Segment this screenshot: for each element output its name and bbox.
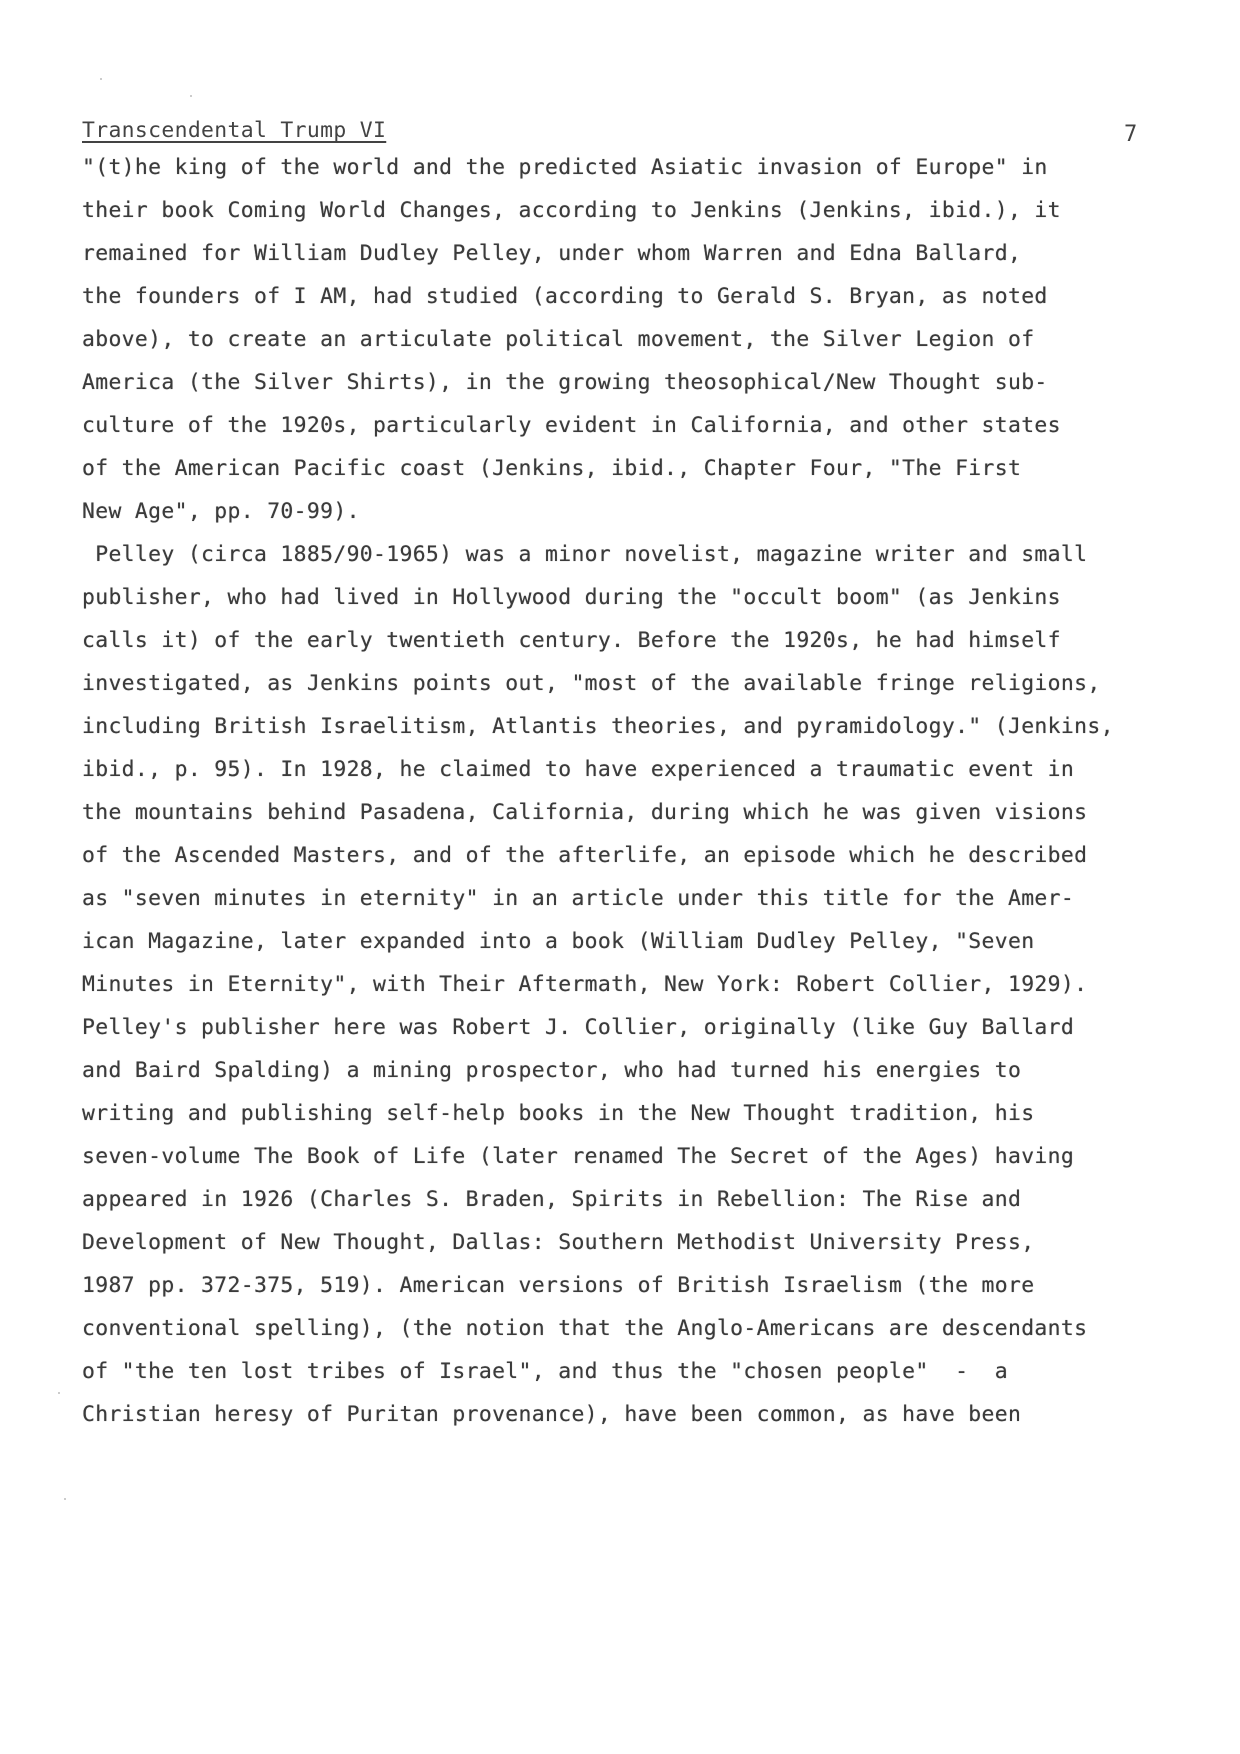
text-line: above), to create an articulate political movement, the Silver Legion of (82, 327, 1035, 352)
text-line: New Age", pp. 70-99). (82, 499, 360, 524)
text-line: investigated, as Jenkins points out, "most of the available fringe religions, (82, 671, 1101, 696)
text-line: the mountains behind Pasadena, California, during which he was given visions (82, 800, 1088, 825)
scan-speck (100, 78, 102, 80)
text-line: of the American Pacific coast (Jenkins, ibid., Chapter Four, "The First (82, 456, 1022, 481)
text-line: ican Magazine, later expanded into a book (William Dudley Pelley, "Seven (82, 929, 1035, 954)
text-line: including British Israelitism, Atlantis theories, and pyramidology." (Jenkins, (82, 714, 1114, 739)
text-line: culture of the 1920s, particularly evident in California, and other states (82, 413, 1061, 438)
text-line: Pelley (circa 1885/90-1965) was a minor novelist, magazine writer and small (82, 542, 1088, 567)
running-title: Transcendental Trump VI (82, 118, 387, 143)
page-number: 7 (1124, 122, 1138, 147)
text-line: America (the Silver Shirts), in the growing theosophical/New Thought sub- (82, 370, 1048, 395)
text-line: Minutes in Eternity", with Their Aftermath, New York: Robert Collier, 1929). (82, 972, 1088, 997)
scan-speck (190, 95, 192, 97)
text-line: Pelley's publisher here was Robert J. Collier, originally (like Guy Ballard (82, 1015, 1075, 1040)
text-line: and Baird Spalding) a mining prospector, who had turned his energies to (82, 1058, 1022, 1083)
text-line: 1987 pp. 372-375, 519). American versions of British Israelism (the more (82, 1273, 1035, 1298)
text-line: Christian heresy of Puritan provenance), have been common, as have been (82, 1402, 1022, 1427)
text-line: their book Coming World Changes, according to Jenkins (Jenkins, ibid.), it (82, 198, 1061, 223)
text-line: of "the ten lost tribes of Israel", and thus the "chosen people" - a (82, 1359, 1008, 1384)
text-line: of the Ascended Masters, and of the afterlife, an episode which he described (82, 843, 1088, 868)
text-line: writing and publishing self-help books in the New Thought tradition, his (82, 1101, 1035, 1126)
text-line: seven-volume The Book of Life (later renamed The Secret of the Ages) having (82, 1144, 1075, 1169)
text-line: ibid., p. 95). In 1928, he claimed to have experienced a traumatic event in (82, 757, 1075, 782)
scan-speck (58, 1392, 60, 1394)
text-line: publisher, who had lived in Hollywood during the "occult boom" (as Jenkins (82, 585, 1061, 610)
text-line: remained for William Dudley Pelley, under whom Warren and Edna Ballard, (82, 241, 1022, 266)
text-line: Development of New Thought, Dallas: Southern Methodist University Press, (82, 1230, 1035, 1255)
text-line: the founders of I AM, had studied (according to Gerald S. Bryan, as noted (82, 284, 1048, 309)
scan-speck (64, 1498, 66, 1500)
text-line: appeared in 1926 (Charles S. Braden, Spirits in Rebellion: The Rise and (82, 1187, 1022, 1212)
text-line: calls it) of the early twentieth century. Before the 1920s, he had himself (82, 628, 1061, 653)
text-line: "(t)he king of the world and the predicted Asiatic invasion of Europe" in (82, 155, 1048, 180)
text-line: conventional spelling), (the notion that the Anglo-Americans are descendants (82, 1316, 1088, 1341)
text-line: as "seven minutes in eternity" in an article under this title for the Amer- (82, 886, 1075, 911)
